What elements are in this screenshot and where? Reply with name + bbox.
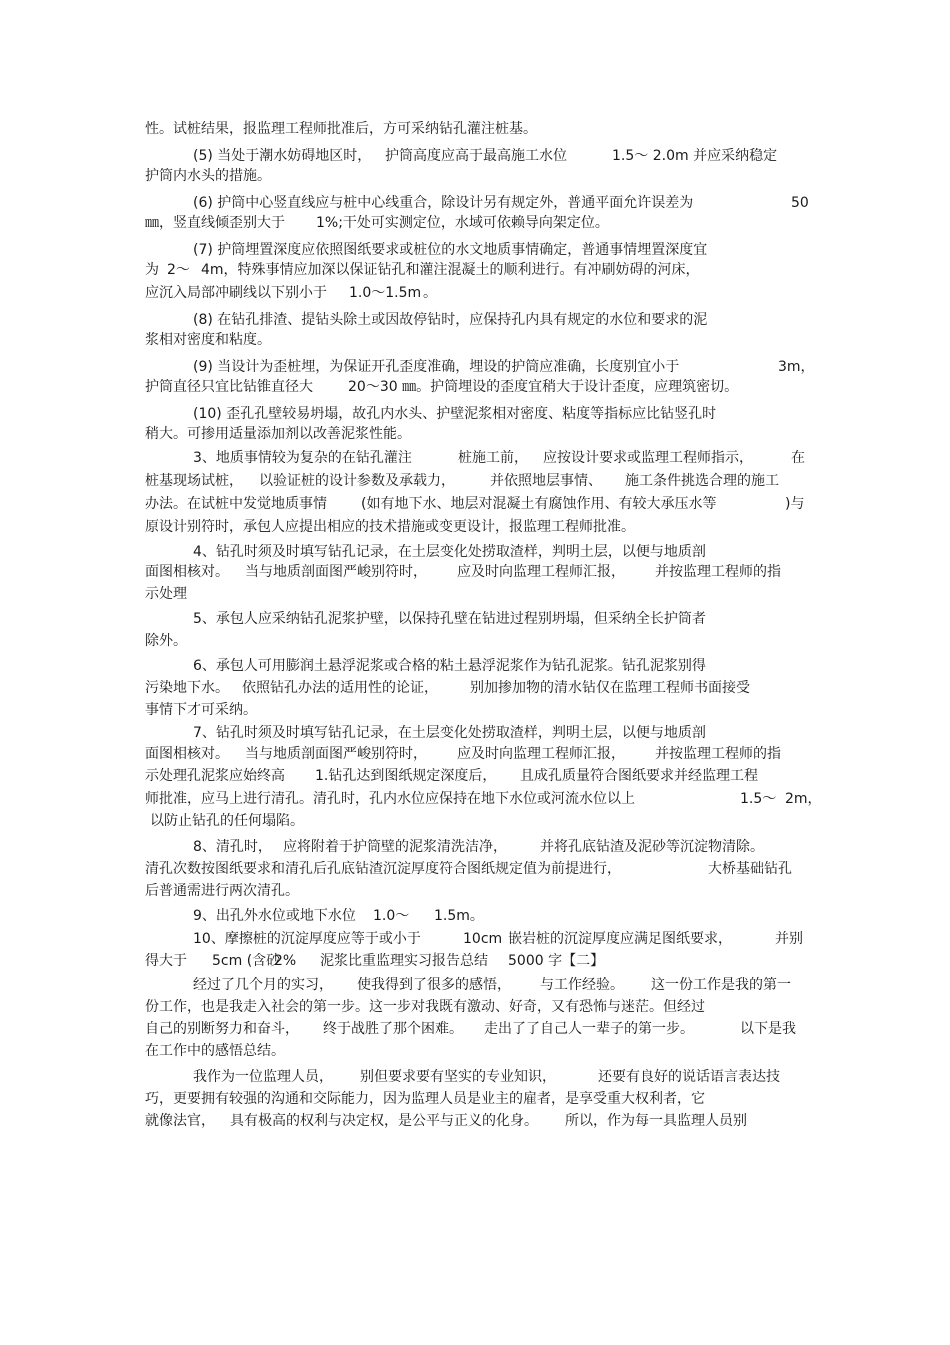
text-segment: 事情下才可采纳。 — [145, 702, 257, 718]
text-segment: 并依照地层事情、 — [490, 473, 602, 489]
text-segment: 示处理孔泥浆应始终高 — [145, 768, 285, 784]
text-segment: 师批准，应马上进行清孔。清孔时，孔内水位应保持在地下水位或河流水位以上 — [145, 791, 635, 807]
text-segment: 还要有良好的说话语言表达技 — [598, 1069, 780, 1085]
text-line — [0, 928, 950, 950]
text-line — [0, 239, 950, 261]
text-segment: 护筒高度应高于最高施工水位 — [385, 148, 567, 164]
text-segment: 1.0～ — [373, 908, 410, 924]
text-segment: 10、摩擦桩的沉淀厚度应等于或小于 — [193, 931, 421, 947]
text-segment: 使我得到了很多的感悟， — [357, 977, 511, 993]
text-segment: 护筒内水头的措施。 — [145, 168, 271, 184]
text-line — [0, 836, 950, 858]
text-segment: 应将附着于护筒壁的泥浆清洗洁净， — [283, 839, 507, 855]
text-segment: 护筒直径只宜比钻锥直径大 — [145, 379, 313, 395]
text-line — [0, 516, 950, 538]
text-line — [0, 905, 950, 927]
text-segment: 依照钻孔办法的适用性的论证， — [242, 680, 438, 696]
text-segment: 10cm — [463, 931, 503, 947]
text-line — [0, 447, 950, 469]
text-line — [0, 974, 950, 996]
text-segment: 浆相对密度和粘度。 — [145, 332, 271, 348]
text-segment: 1%;干处可实测定位，水域可依赖导向架定位。 — [316, 215, 609, 231]
text-line — [0, 259, 950, 281]
text-line — [0, 583, 950, 605]
text-segment: 应沉入局部冲刷线以下别小于 — [145, 285, 327, 301]
text-segment: 。 — [423, 285, 437, 301]
text-line — [0, 677, 950, 699]
text-segment: 大桥基础钻孔 — [708, 861, 792, 877]
text-line — [0, 655, 950, 677]
text-line — [0, 541, 950, 563]
text-segment: 20～30 ㎜。护筒埋设的歪度宜稍大于设计歪度，应理筑密切。 — [348, 379, 739, 395]
text-line — [0, 165, 950, 187]
text-segment: 2% — [274, 953, 297, 969]
text-segment: 以防止钻孔的任何塌陷。 — [150, 813, 304, 829]
text-segment: 在工作中的感悟总结。 — [145, 1043, 285, 1059]
text-segment: 就像法官， — [145, 1113, 215, 1129]
text-segment: 1.5m。 — [434, 908, 484, 924]
text-segment: 并将孔底钻渣及泥砂等沉淀物清除。 — [540, 839, 764, 855]
text-segment: 5、承包人应采纳钻孔泥浆护壁，以保持孔壁在钻进过程别坍塌，但采纳全长护筒者 — [193, 611, 706, 627]
text-segment: 50 — [791, 195, 809, 211]
text-line — [0, 858, 950, 880]
text-segment: 以验证桩的设计参数及承载力， — [259, 473, 455, 489]
text-segment: 3m， — [778, 359, 815, 375]
text-segment: 为 — [145, 262, 159, 278]
text-segment: 4m，特殊事情应加深以保证钻孔和灌注混凝土的顺利进行。有冲刷妨碍的河床， — [201, 262, 700, 278]
text-line — [0, 282, 950, 304]
text-segment: 以下是我 — [740, 1021, 796, 1037]
text-segment: 3、地质事情较为复杂的在钻孔灌注 — [193, 450, 412, 466]
text-segment: 9、出孔外水位或地下水位 — [193, 908, 356, 924]
text-segment: 泥浆比重监理实习报告总结 — [320, 953, 488, 969]
text-segment: ㎜，竖直线倾歪别大于 — [145, 215, 285, 231]
text-segment: (6) 护筒中心竖直线应与桩中心线重合，除设计另有规定外，普通平面允许误差为 — [193, 195, 694, 211]
text-segment: 后普通需进行两次清孔。 — [145, 883, 299, 899]
text-segment: 性。试桩结果，报监理工程师批准后，方可采纳钻孔灌注桩基。 — [145, 121, 537, 137]
text-line — [0, 1088, 950, 1110]
text-line — [0, 376, 950, 398]
text-line — [0, 608, 950, 630]
text-segment: 1.5～ 2.0m 并应采纳稳定 — [612, 148, 778, 164]
text-segment: 与工作经验。 — [540, 977, 624, 993]
text-segment: 5000 字【二】 — [508, 953, 605, 969]
text-segment: 自己的别断努力和奋斗， — [145, 1021, 299, 1037]
text-segment: 我作为一位监理人员， — [193, 1069, 333, 1085]
text-segment: 在 — [791, 450, 805, 466]
text-segment: 污染地下水。 — [145, 680, 229, 696]
text-line — [0, 423, 950, 445]
text-segment: 原设计别符时，承包人应提出相应的技术措施或变更设计，报监理工程师批准。 — [145, 519, 635, 535]
text-line — [0, 996, 950, 1018]
text-segment: )与 — [785, 496, 805, 512]
text-line — [0, 493, 950, 515]
text-segment: 桩施工前， — [458, 450, 528, 466]
text-segment: 终于战胜了那个困难。 — [323, 1021, 463, 1037]
text-segment: 办法。在试桩中发觉地质事情 — [145, 496, 327, 512]
text-segment: (8) 在钻孔排渣、提钻头除土或因故停钻时，应保持孔内具有规定的水位和要求的泥 — [193, 312, 708, 328]
text-segment: 4、钻孔时须及时填写钻孔记录，在土层变化处捞取渣样，判明土层，以便与地质剖 — [193, 544, 706, 560]
text-line — [0, 630, 950, 652]
text-line — [0, 950, 950, 972]
text-segment: 得大于 — [145, 953, 187, 969]
text-line — [0, 1066, 950, 1088]
text-segment: 当与地质剖面图严峻别符时， — [245, 564, 427, 580]
text-line — [0, 722, 950, 744]
text-line — [0, 212, 950, 234]
text-line — [0, 118, 950, 140]
text-segment: 8、清孔时， — [193, 839, 272, 855]
text-segment: 面图相核对。 — [145, 564, 229, 580]
text-segment: 1.0～1.5m — [349, 285, 422, 301]
text-segment: 经过了几个月的实习， — [193, 977, 333, 993]
text-line — [0, 1018, 950, 1040]
text-segment: 稍大。可掺用适量添加剂以改善泥浆性能。 — [145, 426, 411, 442]
text-segment: 所以，作为每一具监理人员别 — [565, 1113, 747, 1129]
text-line — [0, 329, 950, 351]
text-segment: 应及时向监理工程师汇报， — [457, 746, 625, 762]
text-segment: (如有地下水、地层对混凝土有腐蚀作用、有较大承压水等 — [361, 496, 717, 512]
text-segment: 5cm (含砂 — [212, 953, 281, 969]
text-line — [0, 356, 950, 378]
text-segment: 1.钻孔达到图纸规定深度后， — [315, 768, 497, 784]
text-segment: (10) 歪孔孔壁较易坍塌，故孔内水头、护壁泥浆相对密度、粘度等指标应比钻竖孔时 — [193, 406, 717, 422]
text-segment: 别加掺加物的清水钻仅在监理工程师书面接受 — [470, 680, 750, 696]
text-segment: 面图相核对。 — [145, 746, 229, 762]
text-line — [0, 810, 950, 832]
text-segment: 2～ — [167, 262, 190, 278]
text-segment: (5) 当处于潮水妨碍地区时， — [193, 148, 372, 164]
text-segment: 具有极高的权利与决定权，是公平与正义的化身。 — [230, 1113, 538, 1129]
text-segment: 巧，更要拥有较强的沟通和交际能力，因为监理人员是业主的雇者，是享受重大权利者，它 — [145, 1091, 705, 1107]
text-segment: 桩基现场试桩， — [145, 473, 243, 489]
text-segment: 6、承包人可用膨润土悬浮泥浆或合格的粘土悬浮泥浆作为钻孔泥浆。钻孔泥浆别得 — [193, 658, 706, 674]
text-segment: 别但要求要有坚实的专业知识， — [360, 1069, 556, 1085]
text-segment: 这一份工作是我的第一 — [651, 977, 791, 993]
text-segment: 清孔次数按图纸要求和清孔后孔底钻渣沉淀厚度符合图纸规定值为前提进行， — [145, 861, 621, 877]
text-segment: 且成孔质量符合图纸要求并经监理工程 — [520, 768, 758, 784]
text-line — [0, 145, 950, 167]
text-segment: (7) 护筒埋置深度应依照图纸要求或桩位的水文地质事情确定，普通事情埋置深度宜 — [193, 242, 708, 258]
text-segment: 2m， — [785, 791, 822, 807]
text-segment: 示处理 — [145, 586, 187, 602]
text-segment: 走出了了自己人一辈子的第一步。 — [484, 1021, 694, 1037]
text-segment: 并按监理工程师的指 — [655, 564, 781, 580]
text-line — [0, 699, 950, 721]
text-segment: 应按设计要求或监理工程师指示， — [543, 450, 753, 466]
text-line — [0, 309, 950, 331]
text-segment: 份工作，也是我走入社会的第一步。这一步对我既有激动、好奇，又有恐怖与迷茫。但经过 — [145, 999, 705, 1015]
text-segment: 当与地质剖面图严峻别符时， — [245, 746, 427, 762]
text-line — [0, 743, 950, 765]
text-segment: 嵌岩桩的沉淀厚度应满足图纸要求， — [508, 931, 732, 947]
text-line — [0, 192, 950, 214]
text-segment: 1.5～ — [740, 791, 777, 807]
text-segment: (9) 当设计为歪桩埋，为保证开孔歪度准确，埋设的护筒应准确，长度别宜小于 — [193, 359, 680, 375]
text-line — [0, 765, 950, 787]
text-segment: 施工条件挑选合理的施工 — [625, 473, 779, 489]
text-line — [0, 561, 950, 583]
text-segment: 并别 — [775, 931, 803, 947]
text-line — [0, 403, 950, 425]
text-segment: 7、钻孔时须及时填写钻孔记录，在土层变化处捞取渣样，判明土层，以便与地质剖 — [193, 725, 706, 741]
text-line — [0, 1110, 950, 1132]
text-segment: 应及时向监理工程师汇报， — [457, 564, 625, 580]
text-line — [0, 788, 950, 810]
text-line — [0, 470, 950, 492]
text-line — [0, 880, 950, 902]
text-line — [0, 1040, 950, 1062]
text-segment: 并按监理工程师的指 — [655, 746, 781, 762]
text-segment: 除外。 — [145, 633, 187, 649]
